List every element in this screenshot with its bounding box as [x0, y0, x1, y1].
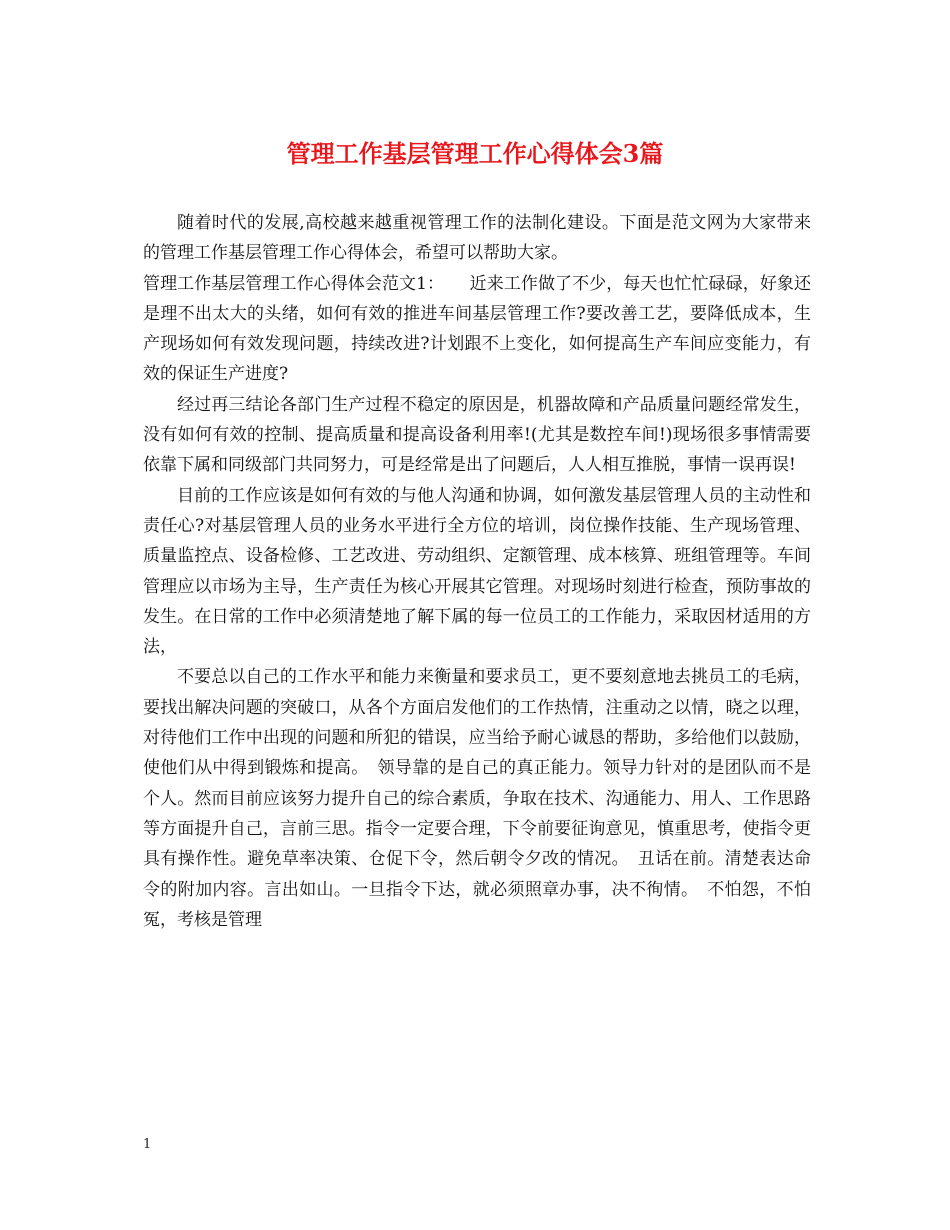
document-body: [143, 208, 811, 935]
paragraph-2: 管理工作基层管理工作心得体会范文1： 近来工作做了不少，每天也忙忙碌碌，好象还是理不出太大的头绪，如何有效的推进车间基层管理工作?要改善工艺，要降低成本，生产现场如何有效发现问题，持续改进?计划跟不上变化，如何提高生产车间应变能力，有效的保证生产进度?: [143, 273, 811, 385]
paragraph-3: 经过再三结论各部门生产过程不稳定的原因是，机器故障和产品质量问题经常发生，没有如何有效的控制、提高质量和提高设备利用率!(尤其是数控车间!)现场很多事情需要依靠下属和同级部门共同努力，可是经常是出了问题后，人人相互推脱，事情一误再误!: [143, 394, 811, 476]
paragraph-4: 目前的工作应该是如何有效的与他人沟通和协调，如何激发基层管理人员的主动性和责任心?对基层管理人员的业务水平进行全方位的培训，岗位操作技能、生产现场管理、质量监控点、设备检修、工艺改进、劳动组织、定额管理、成本核算、班组管理等。车间管理应以市场为主导，生产责任为核心开展其它管理。对现场时刻进行检查，预防事故的发生。在日常的工作中必须清楚地了解下属的每一位员工的工作能力，采取因材适用的方法，: [143, 485, 811, 658]
paragraph-1: 随着时代的发展,高校越来越重视管理工作的法制化建设。下面是范文网为大家带来的管理工作基层管理工作心得体会，希望可以帮助大家。: [143, 213, 811, 264]
document-title: 管理工作基层管理工作心得体会3篇: [286, 139, 664, 168]
paragraph-5: 不要总以自己的工作水平和能力来衡量和要求员工，更不要刻意地去挑员工的毛病，要找出解决问题的突破口，从各个方面启发他们的工作热情，注重动之以情，晓之以理，对待他们工作中出现的问题和所犯的错误，应当给予耐心诚恳的帮助，多给他们以鼓励，使他们从中得到锻炼和提高。 领导靠的是自己的真正能力。领导力针对的是团队而不是个人。然而目前应该努力提升自己的综合素质，争取在技术、沟通能力、用人、工作思路等方面提升自己，言前三思。指令一定要合理，下令前要征询意见，慎重思考，使指令更具有操作性。避免草率决策、仓促下令，然后朝令夕改的情况。 丑话在前。清楚表达命令的附加内容。言出如山。一旦指令下达，就必须照章办事，决不徇情。 不怕怨，不怕冤，考核是管理: [143, 667, 811, 930]
page-number: 1: [143, 1137, 152, 1152]
